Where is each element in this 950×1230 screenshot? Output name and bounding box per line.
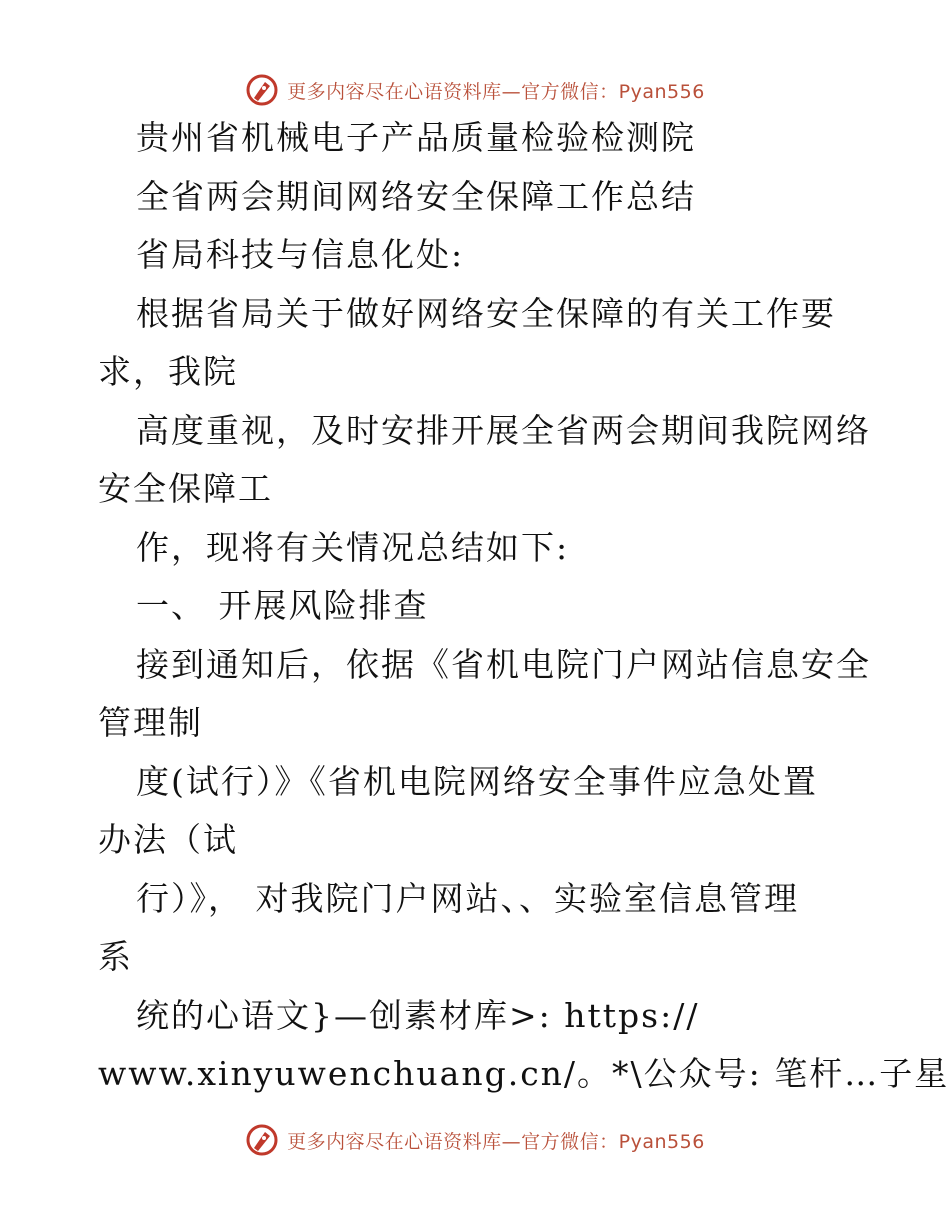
document-line: 接到通知后，依据《省机电院门户网站信息安全 xyxy=(136,644,871,684)
document-line: 度(试行）》《省机电院网络安全事件应急处置 xyxy=(136,761,818,801)
banner-text: 更多内容尽在心语资料库—官方微信：Pyan556 xyxy=(287,80,705,103)
document-line: 办法（试 xyxy=(98,820,238,859)
pen-nib-logo-icon xyxy=(245,1123,279,1157)
document-line: 管理制 xyxy=(98,703,203,742)
document-line: 安全保障工 xyxy=(98,469,273,508)
footer-banner xyxy=(0,1120,950,1160)
banner-text: 更多内容尽在心语资料库—官方微信：Pyan556 xyxy=(287,1130,705,1153)
document-line: 统的心语文}—创素材库>: https:// xyxy=(136,995,700,1035)
document-line: 根据省局关于做好网络安全保障的有关工作要 xyxy=(136,293,836,333)
document-line: 一、 开展风险排查 xyxy=(136,586,429,625)
header-banner xyxy=(0,70,950,110)
document-line: www.xinyuwenchuang.cn/。*\公众号: 笔杆…子星 xyxy=(98,1054,950,1093)
document-line: 省局科技与信息化处: xyxy=(136,235,465,274)
pen-nib-logo-icon xyxy=(245,73,279,107)
document-line: 求，我院 xyxy=(98,352,238,391)
document-line: 行）》， 对我院门户网站、、实验室信息管理 xyxy=(136,878,799,918)
document-line: 系 xyxy=(98,937,133,976)
document-line: 作，现将有关情况总结如下: xyxy=(136,527,570,567)
document-line: 贵州省机械电子产品质量检验检测院 xyxy=(136,118,696,157)
document-line: 高度重视，及时安排开展全省两会期间我院网络 xyxy=(136,410,871,450)
document-line: 全省两会期间网络安全保障工作总结 xyxy=(136,176,696,216)
